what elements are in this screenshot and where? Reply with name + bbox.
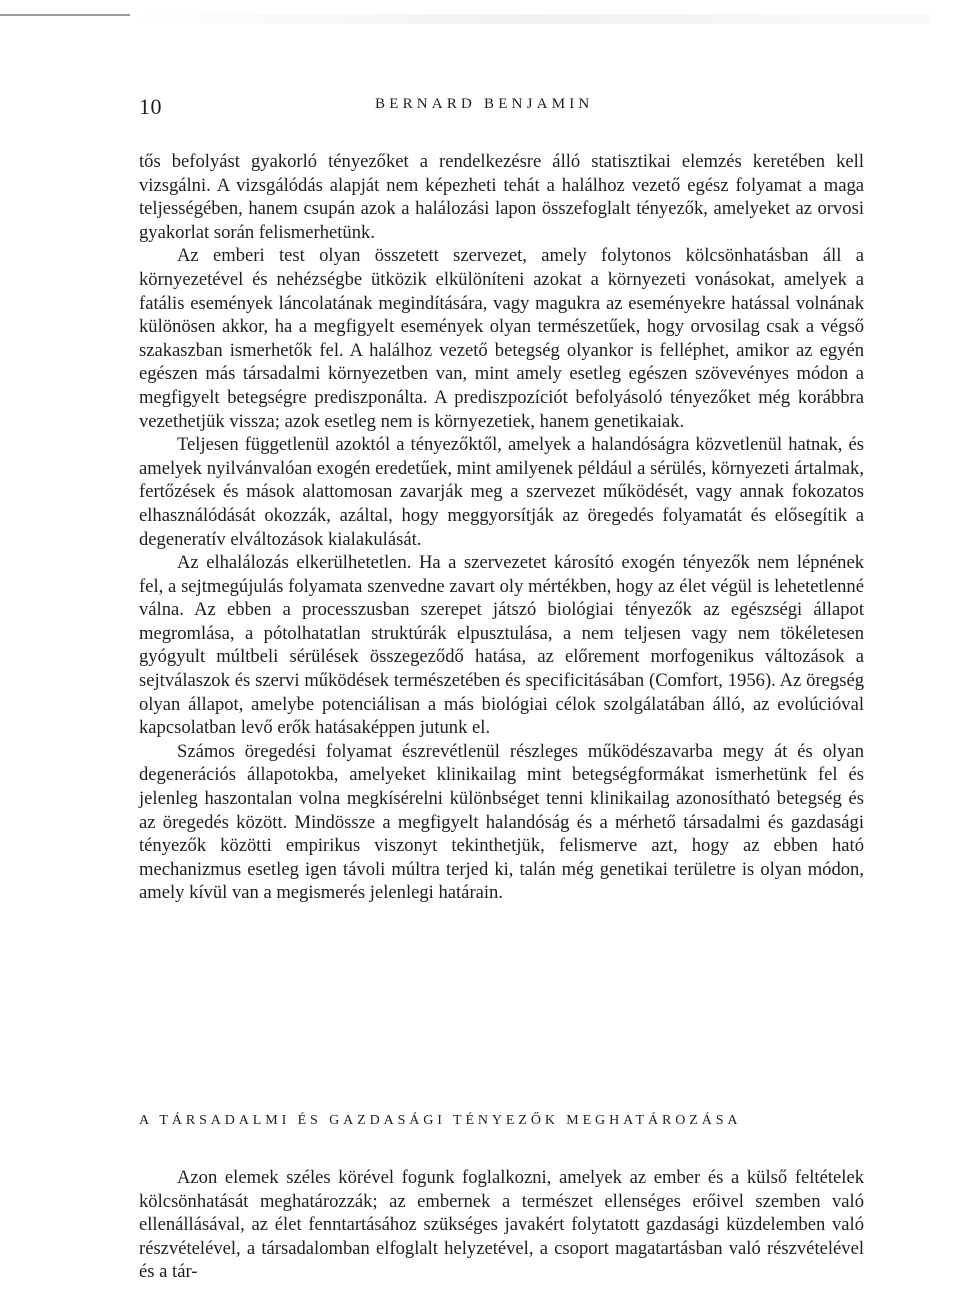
paragraph-2: Az emberi test olyan összetett szervezet, amely folytonos kölcsönhatásban áll a környezetével és nehézségbe ütközik elkülöníteni azokat a környezeti vonásokat, amelyek a fatális események láncolatának megindítására, vagy magukra az eseményekre hatással volnának különösen akkor, ha a megfigyelt események olyan természetűek, hogy orvosilag csak a végső szakaszban ismerhetők fel. A halálhoz vezető betegség olyankor is felléphet, amikor az egyén egészen más társadalmi környezetben van, mint amely esetleg egészen szövevényes módon a megfigyelt betegségre prediszponálta. A prediszpozíciót befolyásoló tényezőket még korábbra vezethetjük vissza; azok esetleg nem is környezetiek, hanem genetikaiak. <box>139 245 864 432</box>
scan-edge-line <box>0 14 130 16</box>
page-number: 10 <box>139 94 162 119</box>
section-heading: A TÁRSADALMI ÉS GAZDASÁGI TÉNYEZŐK MEGHATÁROZÁSA <box>139 1113 742 1128</box>
section-body <box>139 1166 864 1284</box>
paragraph-1: tős befolyást gyakorló tényezőket a rendelkezésre álló statisztikai elemzés keretében kell vizsgálni. A vizsgálódás alapját nem képezheti tehát a halálhoz vezető egész folyamat a maga teljességében, hanem csupán azok a halálozási lapon összefoglalt tényezők, amelyeket az orvosi gyakorlat során felismerhetünk. <box>139 151 864 243</box>
running-head <box>139 92 864 122</box>
paragraph-5: Számos öregedési folyamat észrevétlenül részleges működészavarba megy át és olyan degenerációs állapotokba, amelyeket klinikailag mint betegségformákat ismerhetünk fel és jelenleg haszontalan volna megkísérelni különbséget tenni klinikailag azonosítható betegség és az öregedés között. Mindössze a megfigyelt halandóság és a mérhető társadalmi és gazdasági tényezők közötti empirikus viszonyt tekinthetjük, felismerve azt, hogy az ebben ható mechanizmus esetleg igen távoli múltra terjed ki, talán még genetikai területre is olyan módon, amely kívül van a megismerés jelenlegi határain. <box>139 740 864 904</box>
paragraph-4: Az elhalálozás elkerülhetetlen. Ha a szervezetet károsító exogén tényezők nem lépnének fel, a sejtmegújulás folyamata szenvedne zavart oly mértékben, hogy az élet végül is lehetetlenné válna. Az ebben a processzusban szerepet játszó biológiai tényezők az egészségi állapot megromlása, a pótolhatatlan struktúrák elpusztulása, a nem teljesen vagy nem tökéletesen gyógyult múltbeli sérülések összegeződő hatása, az előrement morfogenikus változások a sejtválaszok és szervi működések természetében és specificitásában (Comfort, 1956). Az öregség olyan állapot, amelybe potenciálisan a más biológiai célok szolgálatában álló, az evolúcióval kapcsolatban levő erők hatásaképpen jutunk el. <box>139 552 864 739</box>
section-paragraph: Azon elemek széles körével fogunk foglalkozni, amelyek az ember és a külső feltételek kölcsönhatását meghatározzák; az embernek a természet ellenséges erőivel szemben való ellenállásával, az élet fenntartásához szükséges javakért folytatott gazdasági küzdelemben való részvételével, a társadalomban elfoglalt helyzetével, a csoport magatartásban való részvételével és a tár- <box>139 1167 864 1283</box>
scan-edge-shadow <box>130 14 930 24</box>
running-title: BERNARD BENJAMIN <box>375 96 594 112</box>
body-text <box>139 150 864 905</box>
paragraph-3: Teljesen függetlenül azoktól a tényezőktől, amelyek a halandóságra közvetlenül hatnak, és amelyek nyilvánvalóan exogén eredetűek, mint amilyenek például a sérülés, környezeti ártalmak, fertőzések és mások alattomosan zavarják meg a szervezet működését, vagy annak fokozatos elhasználódását okozzák, azáltal, hogy meggyorsítják az öregedés folyamatát és elősegítik a degeneratív elváltozások kialakulását. <box>139 434 864 550</box>
